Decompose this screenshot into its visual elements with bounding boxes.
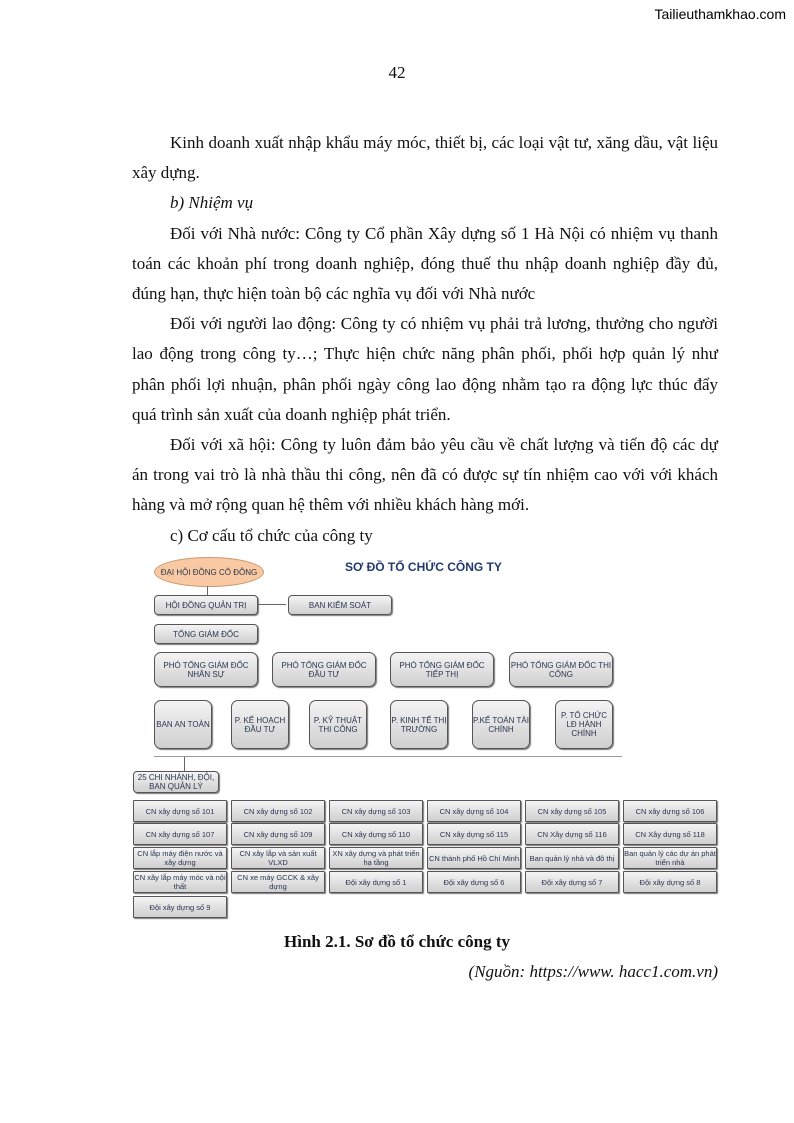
paragraph: Đối với Nhà nước: Công ty Cổ phần Xây dựng số 1 Hà Nội có nhiệm vụ thanh toán các khoản phí trong doanh nghiệp, đóng thuế thu nhập doanh nghiệp đầy đủ, đúng hạn, thực hiện toàn bộ các nghĩa vụ đối với Nhà nước [132,223,718,304]
branch-node: Đội xây dựng số 8 [623,871,717,893]
branch-node: CN xây dựng số 105 [525,800,619,822]
branch-node: CN xây dựng số 109 [231,823,325,845]
branch-node: CN xây dựng số 103 [329,800,423,822]
shareholders-node: ĐẠI HỘI ĐỒNG CỔ ĐÔNG [154,557,264,587]
figure-source: (Nguồn: https://www. hacc1.com.vn) [468,962,718,981]
paragraph: Đối với người lao động: Công ty có nhiệm vụ phải trả lương, thưởng cho người lao động trong công ty…; Thực hiện chức năng phân phối, phối hợp quản lý như phân phối lợi nhuận, phân phối ngày công lao động nhằm tạo ra động lực thúc đẩy quá trình sản xuất của doanh nghiệp phát triển. [132,314,718,424]
branch-node: CN xe máy GCCK & xây dựng [231,871,325,893]
branch-node: CN xây lắp máy móc và nội thất [134,873,226,891]
branch-node: Đội xây dựng số 6 [427,871,521,893]
board-node: HỘI ĐỒNG QUẢN TRỊ [154,595,258,615]
branch-node: XN xây dựng và phát triển hạ tầng [329,847,423,869]
branch-node: CN Xây dựng số 116 [525,823,619,845]
watermark: Tailieuthamkhao.com [654,6,786,22]
paragraph: Đối với xã hội: Công ty luôn đảm bảo yêu cầu về chất lượng và tiến độ các dự án trong vai trò là nhà thầu thi công, nên đã có được sự tín nhiệm cao với với khách hàng và mở rộng quan hệ thêm với nhiều khách hàng mới. [132,435,718,515]
department-node: P. KỸ THUẬT THI CÔNG [309,700,367,749]
branch-node: Đội xây dựng số 1 [329,871,423,893]
chart-title: SƠ ĐỒ TỔ CHỨC CÔNG TY [345,560,502,574]
branch-node: CN xây dựng số 115 [427,823,521,845]
deputy-node: PHÓ TỔNG GIÁM ĐỐC ĐẦU TƯ [272,652,376,687]
deputy-node: PHÓ TỔNG GIÁM ĐỐC NHÂN SỰ [154,652,258,687]
figure-caption: Hình 2.1. Sơ đồ tổ chức công ty [284,932,510,951]
branch-node: Đội xây dựng số 7 [525,871,619,893]
branch-node: Ban quản lý nhà và đô thị [525,847,619,869]
department-node: P. KẾ HOẠCH ĐẦU TƯ [231,700,289,749]
branch-node: CN xây dựng số 110 [329,823,423,845]
department-node: P. KINH TẾ THỊ TRƯỜNG [390,700,448,749]
branch-node: CN xây dựng số 102 [231,800,325,822]
department-node: P. TỔ CHỨC LĐ HÀNH CHÍNH [555,700,613,749]
branches-header-node: 25 CHI NHÁNH, ĐỘI, BAN QUẢN LÝ [133,771,219,793]
branch-node: Đội xây dựng số 9 [133,896,227,918]
body-text [132,128,718,551]
org-chart [130,555,730,920]
branch-node: CN xây dựng số 104 [427,800,521,822]
branch-node: Ban quản lý các dự án phát triển nhà [624,849,716,867]
page-number: 42 [388,63,406,82]
department-node: P.KẾ TOÁN TÀI CHÍNH [472,700,530,749]
branch-node: CN xây dựng số 107 [133,823,227,845]
supervisory-node: BAN KIỂM SOÁT [288,595,392,615]
section-heading: b) Nhiệm vụ [170,193,254,213]
section-heading: c) Cơ cấu tổ chức của công ty [170,525,373,545]
deputy-node: PHÓ TỔNG GIÁM ĐỐC TIẾP THỊ [390,652,494,687]
branch-node: CN thành phố Hồ Chí Minh [427,847,521,869]
paragraph: Kinh doanh xuất nhập khẩu máy móc, thiết bị, các loại vật tư, xăng dầu, vật liệu xây dựng. [132,133,718,183]
ceo-node: TỔNG GIÁM ĐỐC [154,624,258,644]
branch-node: CN xây dựng số 101 [133,800,227,822]
branch-node: CN xây dựng số 106 [623,800,717,822]
branch-node: CN Xây dựng số 118 [623,823,717,845]
branch-node: CN xây lắp và sản xuất VLXD [231,847,325,869]
deputy-node: PHÓ TỔNG GIÁM ĐỐC THI CÔNG [509,652,613,687]
department-node: BAN AN TOÀN [154,700,212,749]
branch-node: CN lắp máy điện nước và xây dựng [133,847,227,869]
